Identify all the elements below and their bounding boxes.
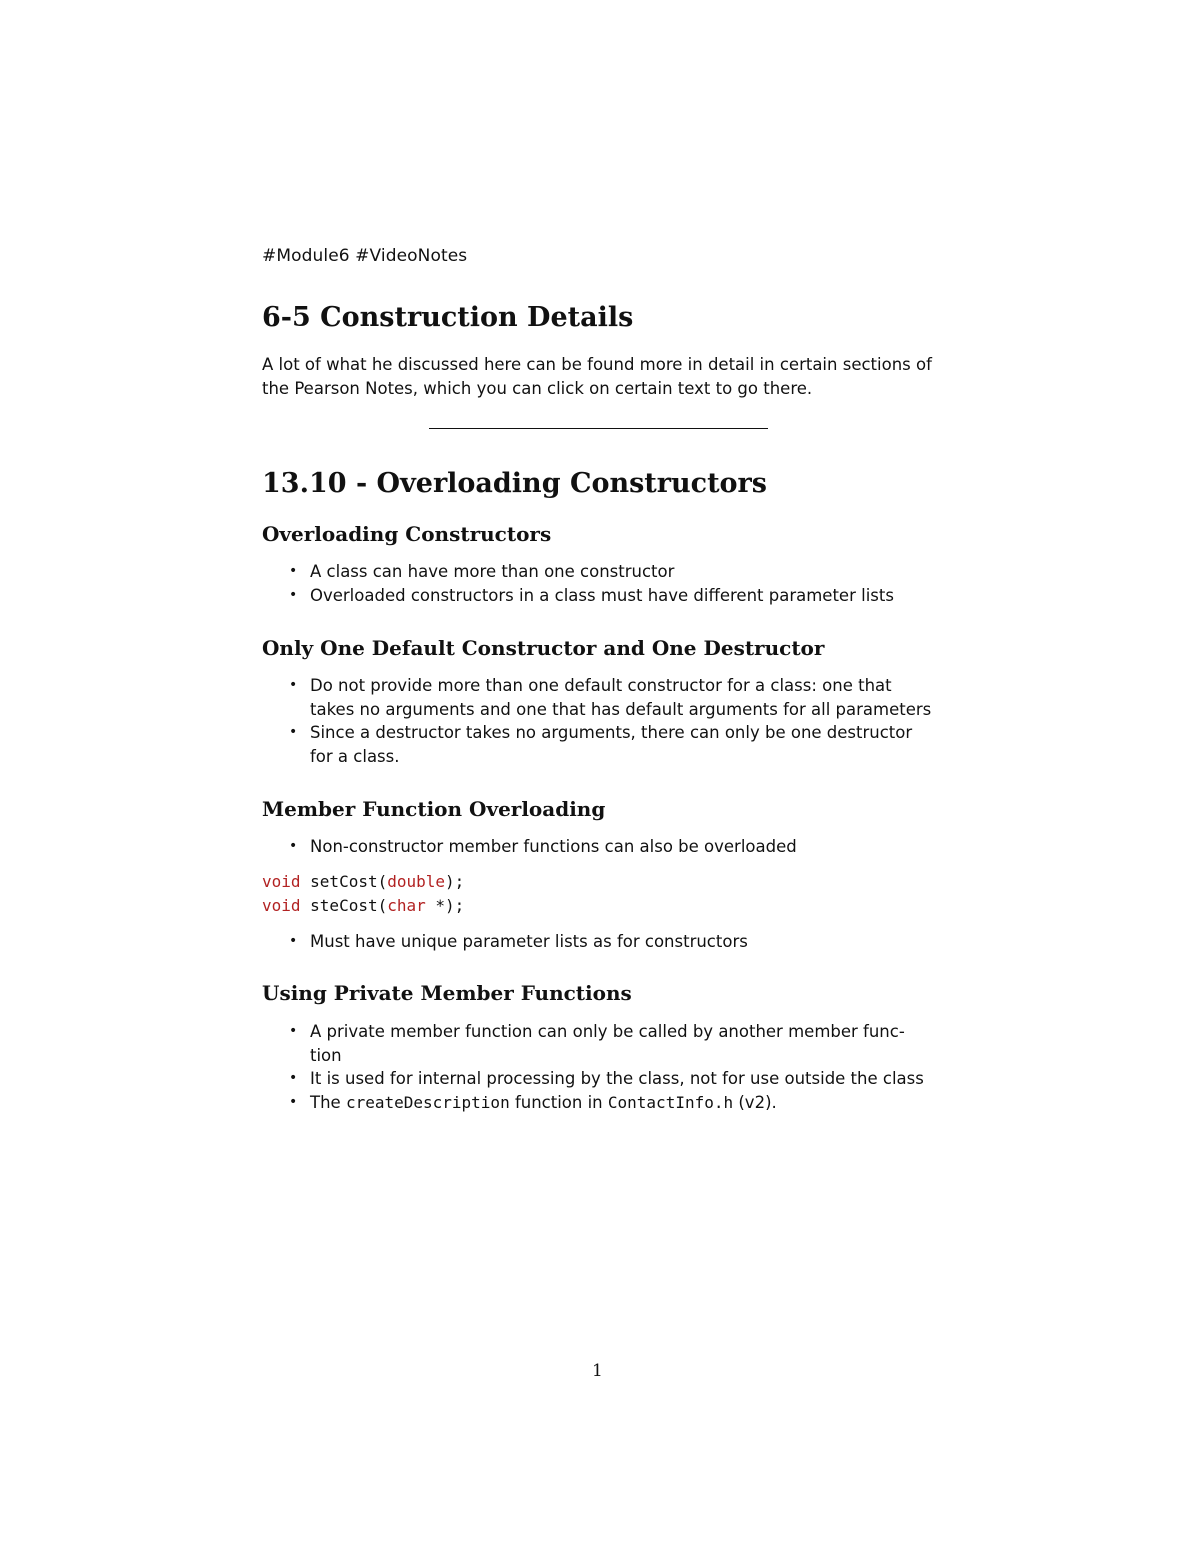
bullet-icon: •: [289, 586, 298, 603]
bullet-icon: •: [289, 724, 298, 740]
horizontal-rule: [429, 428, 768, 429]
subsection-heading-member-function-overloading: Member Function Overloading: [262, 797, 606, 821]
bullet-icon: •: [289, 563, 298, 579]
code-line-2: void steCost(char *);: [262, 896, 465, 915]
bullet-list-default-constructor: [262, 674, 940, 768]
inline-code: ContactInfo.h: [607, 1092, 734, 1112]
bullet-icon: •: [289, 838, 298, 854]
section-title: 13.10 - Overloading Constructors: [262, 468, 767, 499]
list-item: • The createDescription function in ContactInfo.h (v2).: [262, 1091, 940, 1115]
list-item: • Non-constructor member functions can also be overloaded: [262, 835, 940, 859]
bullet-list-member-function-overloading: [262, 835, 940, 859]
bullet-list-overloading-constructors: [262, 560, 940, 607]
list-item: • Overloaded constructors in a class must have different parameter lists: [262, 584, 940, 608]
subsection-heading-private-member-functions: Using Private Member Functions: [262, 981, 632, 1005]
inline-code: createDescription: [345, 1092, 510, 1112]
list-item: • A class can have more than one constructor: [262, 560, 940, 584]
bullet-icon: •: [289, 1070, 298, 1086]
tags-line: #Module6 #VideoNotes: [262, 246, 468, 266]
bullet-icon: •: [289, 1023, 298, 1039]
subsection-heading-default-constructor: Only One Default Constructor and One Destructor: [262, 636, 825, 660]
page-title: 6-5 Construction Details: [262, 302, 634, 333]
code-block: [262, 870, 464, 918]
bullet-icon: •: [289, 933, 298, 949]
bullet-list-private-member-functions: [262, 1020, 940, 1114]
page-number: 1: [592, 1361, 603, 1381]
list-item: • It is used for internal processing by the class, not for use outside the class: [262, 1067, 940, 1091]
list-item: • Since a destructor takes no arguments, there can only be one destructor for a class.: [289, 723, 913, 766]
document-page: [262, 0, 940, 1553]
subsection-heading-overloading-constructors: Overloading Constructors: [262, 522, 552, 546]
code-line-1: void setCost(double);: [262, 872, 465, 891]
list-item: • A private member function can only be called by another member func- tion: [289, 1022, 905, 1065]
bullet-icon: •: [289, 677, 298, 693]
list-item: • Must have unique parameter lists as for constructors: [262, 930, 940, 954]
bullet-icon: •: [289, 1093, 298, 1110]
intro-paragraph: A lot of what he discussed here can be found more in detail in certain sections of the Pearson Notes, which you can click on certain text to go there.: [262, 355, 932, 398]
list-item: • Do not provide more than one default constructor for a class: one that takes no arguments and one that has default arguments for all parameters: [289, 676, 932, 719]
bullet-list-member-function-overloading-after: [262, 930, 940, 954]
